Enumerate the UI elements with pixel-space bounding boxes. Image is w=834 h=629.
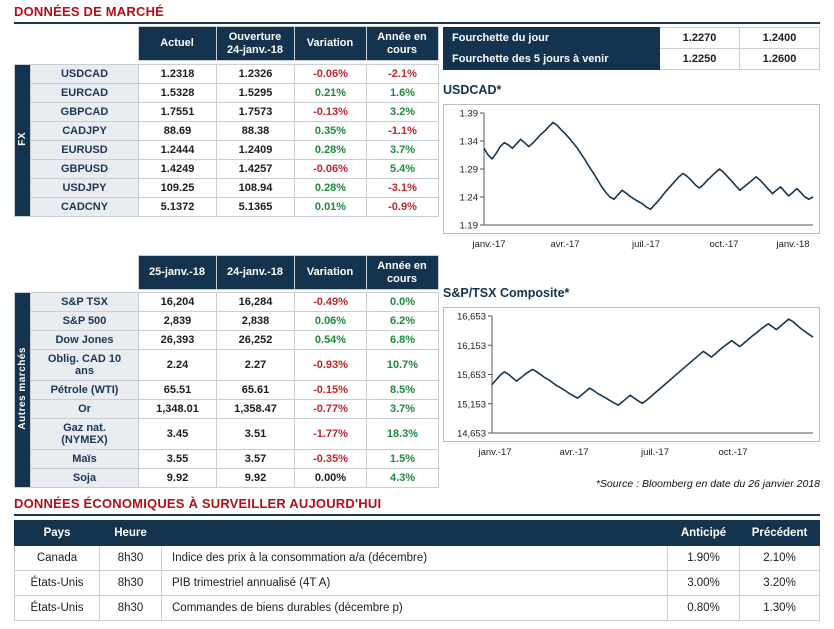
usdcad-chart-title [443,83,501,97]
market-row-v1: 26,393 [139,331,217,350]
fourchette-label: Fourchette du jour [444,28,660,49]
market-row-variation: -0.93% [295,350,367,381]
fx-row-annee: -1.1% [367,122,439,141]
markets-header-row [14,256,438,290]
usdcad-chart-svg [444,105,821,235]
market-row-name: Oblig. CAD 10 ans [31,350,139,381]
tsx-chart-svg [444,308,821,443]
fx-row-actuel: 1.2318 [139,65,217,84]
market-row-name: Soja [31,469,139,488]
econ-header-event [162,521,668,546]
market-row-annee: 8.5% [367,381,439,400]
fx-row-name: EURUSD [31,141,139,160]
fourchette-low: 1.2250 [660,49,740,70]
tsx-chart-title-text: S&P/TSX Composite* [443,286,570,300]
econ-row-pays: États-Unis [15,571,100,596]
fx-row-name: GBPUSD [31,160,139,179]
table-row [15,546,820,571]
fx-row-actuel: 1.7551 [139,103,217,122]
usdcad-chart-title-text: USDCAD* [443,83,502,97]
fx-row-ouverture: 5.1365 [217,198,295,217]
table-row [15,84,439,103]
market-row-v2: 16,284 [217,293,295,312]
market-row-v2: 2,838 [217,312,295,331]
table-row [15,293,439,312]
econ-header-anticipe: Anticipé [668,521,740,546]
svg-text:15,153: 15,153 [456,399,486,411]
fx-side-label-text: FX [17,132,28,146]
market-row-variation: -0.15% [295,381,367,400]
usdcad-xtick-4: janv.-18 [776,239,810,250]
fx-body-table [14,64,439,217]
fx-row-annee: 3.2% [367,103,439,122]
svg-text:1.34: 1.34 [459,136,478,148]
market-row-annee: 1.5% [367,450,439,469]
fx-header-variation: Variation [294,27,366,61]
fourchette-wrapper [443,27,820,70]
markets-header-date1: 25-janv.-18 [138,256,216,290]
table-row [15,179,439,198]
market-row-annee: 10.7% [367,350,439,381]
econ-row-anticipe: 0.80% [668,596,740,621]
market-row-v2: 3.57 [217,450,295,469]
table-row [15,312,439,331]
fx-row-ouverture: 1.5295 [217,84,295,103]
tsx-chart-title [443,286,569,300]
table-row [15,122,439,141]
fourchette-low: 1.2270 [660,28,740,49]
fx-row-ouverture: 1.7573 [217,103,295,122]
econ-header [14,496,820,516]
econ-table-wrapper [14,520,820,621]
market-row-v2: 2.27 [217,350,295,381]
table-row [15,350,439,381]
market-data-title: DONNÉES DE MARCHÉ [14,4,165,19]
econ-header-precedent: Précédent [740,521,820,546]
usdcad-xtick-0: janv.-17 [472,239,506,250]
table-row [15,571,820,596]
market-row-name: Or [31,400,139,419]
econ-row-precedent: 3.20% [740,571,820,596]
fx-row-variation: 0.21% [295,84,367,103]
table-row [15,103,439,122]
fx-row-actuel: 1.5328 [139,84,217,103]
svg-text:1.19: 1.19 [459,220,478,232]
market-row-v2: 9.92 [217,469,295,488]
markets-header-annee [366,256,438,290]
usdcad-xtick-1: avr.-17 [550,239,580,250]
fx-row-actuel: 88.69 [139,122,217,141]
econ-row-event: PIB trimestriel annualisé (4T A) [162,571,668,596]
fx-row-name: USDJPY [31,179,139,198]
fx-header-actuel: Actuel [138,27,216,61]
econ-row-pays: Canada [15,546,100,571]
svg-text:1.39: 1.39 [459,108,478,120]
fx-row-annee: -0.9% [367,198,439,217]
fx-header-ouverture-line2: 24-janv.-18 [226,43,284,56]
svg-text:16,653: 16,653 [456,311,486,323]
tsx-xtick-0: janv.-17 [478,447,512,458]
markets-side-label-text: Autres marchés [17,347,28,430]
svg-text:1.24: 1.24 [459,192,478,204]
econ-title-rule [14,514,820,516]
table-row [15,65,439,84]
fx-row-name: EURCAD [31,84,139,103]
market-row-variation: 0.00% [295,469,367,488]
fx-row-ouverture: 108.94 [217,179,295,198]
market-row-v2: 3.51 [217,419,295,450]
fx-header-annee [366,27,438,61]
fx-table-wrapper [14,26,439,61]
econ-table [14,520,820,621]
econ-row-event: Commandes de biens durables (décembre p) [162,596,668,621]
market-row-annee: 6.2% [367,312,439,331]
econ-title: DONNÉES ÉCONOMIQUES À SURVEILLER AUJOURD'HUI [14,496,382,511]
econ-row-precedent: 2.10% [740,546,820,571]
table-row [15,160,439,179]
fx-row-name: USDCAD [31,65,139,84]
econ-row-anticipe: 1.90% [668,546,740,571]
market-row-name: S&P TSX [31,293,139,312]
fx-row-variation: 0.35% [295,122,367,141]
market-row-annee: 4.3% [367,469,439,488]
market-row-variation: 0.54% [295,331,367,350]
fx-row-variation: 0.28% [295,179,367,198]
market-row-name: S&P 500 [31,312,139,331]
markets-header-annee-line1: Année en [377,260,427,272]
econ-row-precedent: 1.30% [740,596,820,621]
econ-header-heure: Heure [100,521,162,546]
econ-row-anticipe: 3.00% [668,571,740,596]
table-row [444,49,820,70]
title-rule [14,22,820,24]
usdcad-xtick-2: juil.-17 [632,239,660,250]
table-row [444,28,820,49]
tsx-xtick-3: oct.-17 [718,447,748,458]
fx-row-name: CADCNY [31,198,139,217]
fx-row-variation: -0.06% [295,160,367,179]
fx-row-variation: -0.13% [295,103,367,122]
tsx-xtick-2: juil.-17 [641,447,669,458]
market-row-annee: 18.3% [367,419,439,450]
table-row [15,419,439,450]
econ-header-row [15,521,820,546]
markets-header-annee-line2: cours [387,272,417,285]
svg-text:1.29: 1.29 [459,164,478,176]
tsx-chart-xaxis [443,444,820,458]
markets-side-label [15,293,31,488]
markets-body-wrapper [14,292,439,488]
fourchette-label: Fourchette des 5 jours à venir [444,49,660,70]
fx-row-ouverture: 1.4257 [217,160,295,179]
fx-row-actuel: 109.25 [139,179,217,198]
table-row [15,141,439,160]
econ-header-pays: Pays [15,521,100,546]
fx-row-annee: 1.6% [367,84,439,103]
market-row-v1: 16,204 [139,293,217,312]
econ-row-pays: États-Unis [15,596,100,621]
fx-row-variation: 0.01% [295,198,367,217]
table-row [15,596,820,621]
market-row-v1: 2.24 [139,350,217,381]
econ-row-heure: 8h30 [100,546,162,571]
table-row [15,198,439,217]
fx-row-actuel: 1.2444 [139,141,217,160]
tsx-chart [443,307,820,442]
fx-side-label [15,65,31,217]
market-row-name: Maïs [31,450,139,469]
fx-row-ouverture: 1.2326 [217,65,295,84]
market-row-name: Dow Jones [31,331,139,350]
fx-header-annee-line2: cours [387,43,417,56]
fx-header-ouverture-line1: Ouverture [228,31,282,43]
market-row-name: Gaz nat. (NYMEX) [31,419,139,450]
market-row-variation: -0.77% [295,400,367,419]
tsx-xtick-1: avr.-17 [559,447,589,458]
fx-row-name: GBPCAD [31,103,139,122]
fx-row-annee: 3.7% [367,141,439,160]
fourchette-high: 1.2600 [740,49,820,70]
market-row-annee: 0.0% [367,293,439,312]
fx-row-annee: -2.1% [367,65,439,84]
fx-row-ouverture: 88.38 [217,122,295,141]
table-row [15,331,439,350]
markets-table-header-wrapper [14,255,439,290]
market-row-variation: -1.77% [295,419,367,450]
markets-body-table [14,292,439,488]
source-note: *Source : Bloomberg en date du 26 janvier 2018 [595,478,820,490]
fx-row-name: CADJPY [31,122,139,141]
svg-text:15,653: 15,653 [456,370,486,381]
market-row-variation: 0.06% [295,312,367,331]
market-row-name: Pétrole (WTI) [31,381,139,400]
fourchette-table [443,27,820,70]
fx-row-actuel: 1.4249 [139,160,217,179]
fx-header-ouverture [216,27,294,61]
market-row-annee: 3.7% [367,400,439,419]
market-row-v2: 1,358.47 [217,400,295,419]
market-row-v1: 3.55 [139,450,217,469]
fx-row-ouverture: 1.2409 [217,141,295,160]
svg-text:14,653: 14,653 [456,428,486,440]
fourchette-high: 1.2400 [740,28,820,49]
market-row-v1: 2,839 [139,312,217,331]
market-row-v1: 9.92 [139,469,217,488]
usdcad-chart [443,104,820,234]
market-row-variation: -0.49% [295,293,367,312]
fx-body-wrapper [14,64,439,217]
fx-row-annee: 5.4% [367,160,439,179]
usdcad-xtick-3: oct.-17 [709,239,739,250]
market-row-variation: -0.35% [295,450,367,469]
market-row-v2: 26,252 [217,331,295,350]
markets-header-variation: Variation [294,256,366,290]
fx-row-variation: 0.28% [295,141,367,160]
usdcad-chart-xaxis [443,236,820,250]
market-row-v1: 65.51 [139,381,217,400]
table-row [15,469,439,488]
market-data-header [14,4,820,24]
fx-row-actuel: 5.1372 [139,198,217,217]
market-row-v1: 1,348.01 [139,400,217,419]
table-row [15,381,439,400]
fx-header-annee-line1: Année en [377,31,427,43]
fx-row-annee: -3.1% [367,179,439,198]
fx-table [14,26,439,61]
markets-header-date2: 24-janv.-18 [216,256,294,290]
svg-text:16,153: 16,153 [456,340,486,352]
fx-row-variation: -0.06% [295,65,367,84]
econ-row-heure: 8h30 [100,596,162,621]
econ-row-heure: 8h30 [100,571,162,596]
market-row-v1: 3.45 [139,419,217,450]
econ-row-event: Indice des prix à la consommation a/a (décembre) [162,546,668,571]
markets-table-header [14,255,439,290]
table-row [15,450,439,469]
market-row-v2: 65.61 [217,381,295,400]
fx-table-header-row [14,27,438,61]
market-row-annee: 6.8% [367,331,439,350]
table-row [15,400,439,419]
